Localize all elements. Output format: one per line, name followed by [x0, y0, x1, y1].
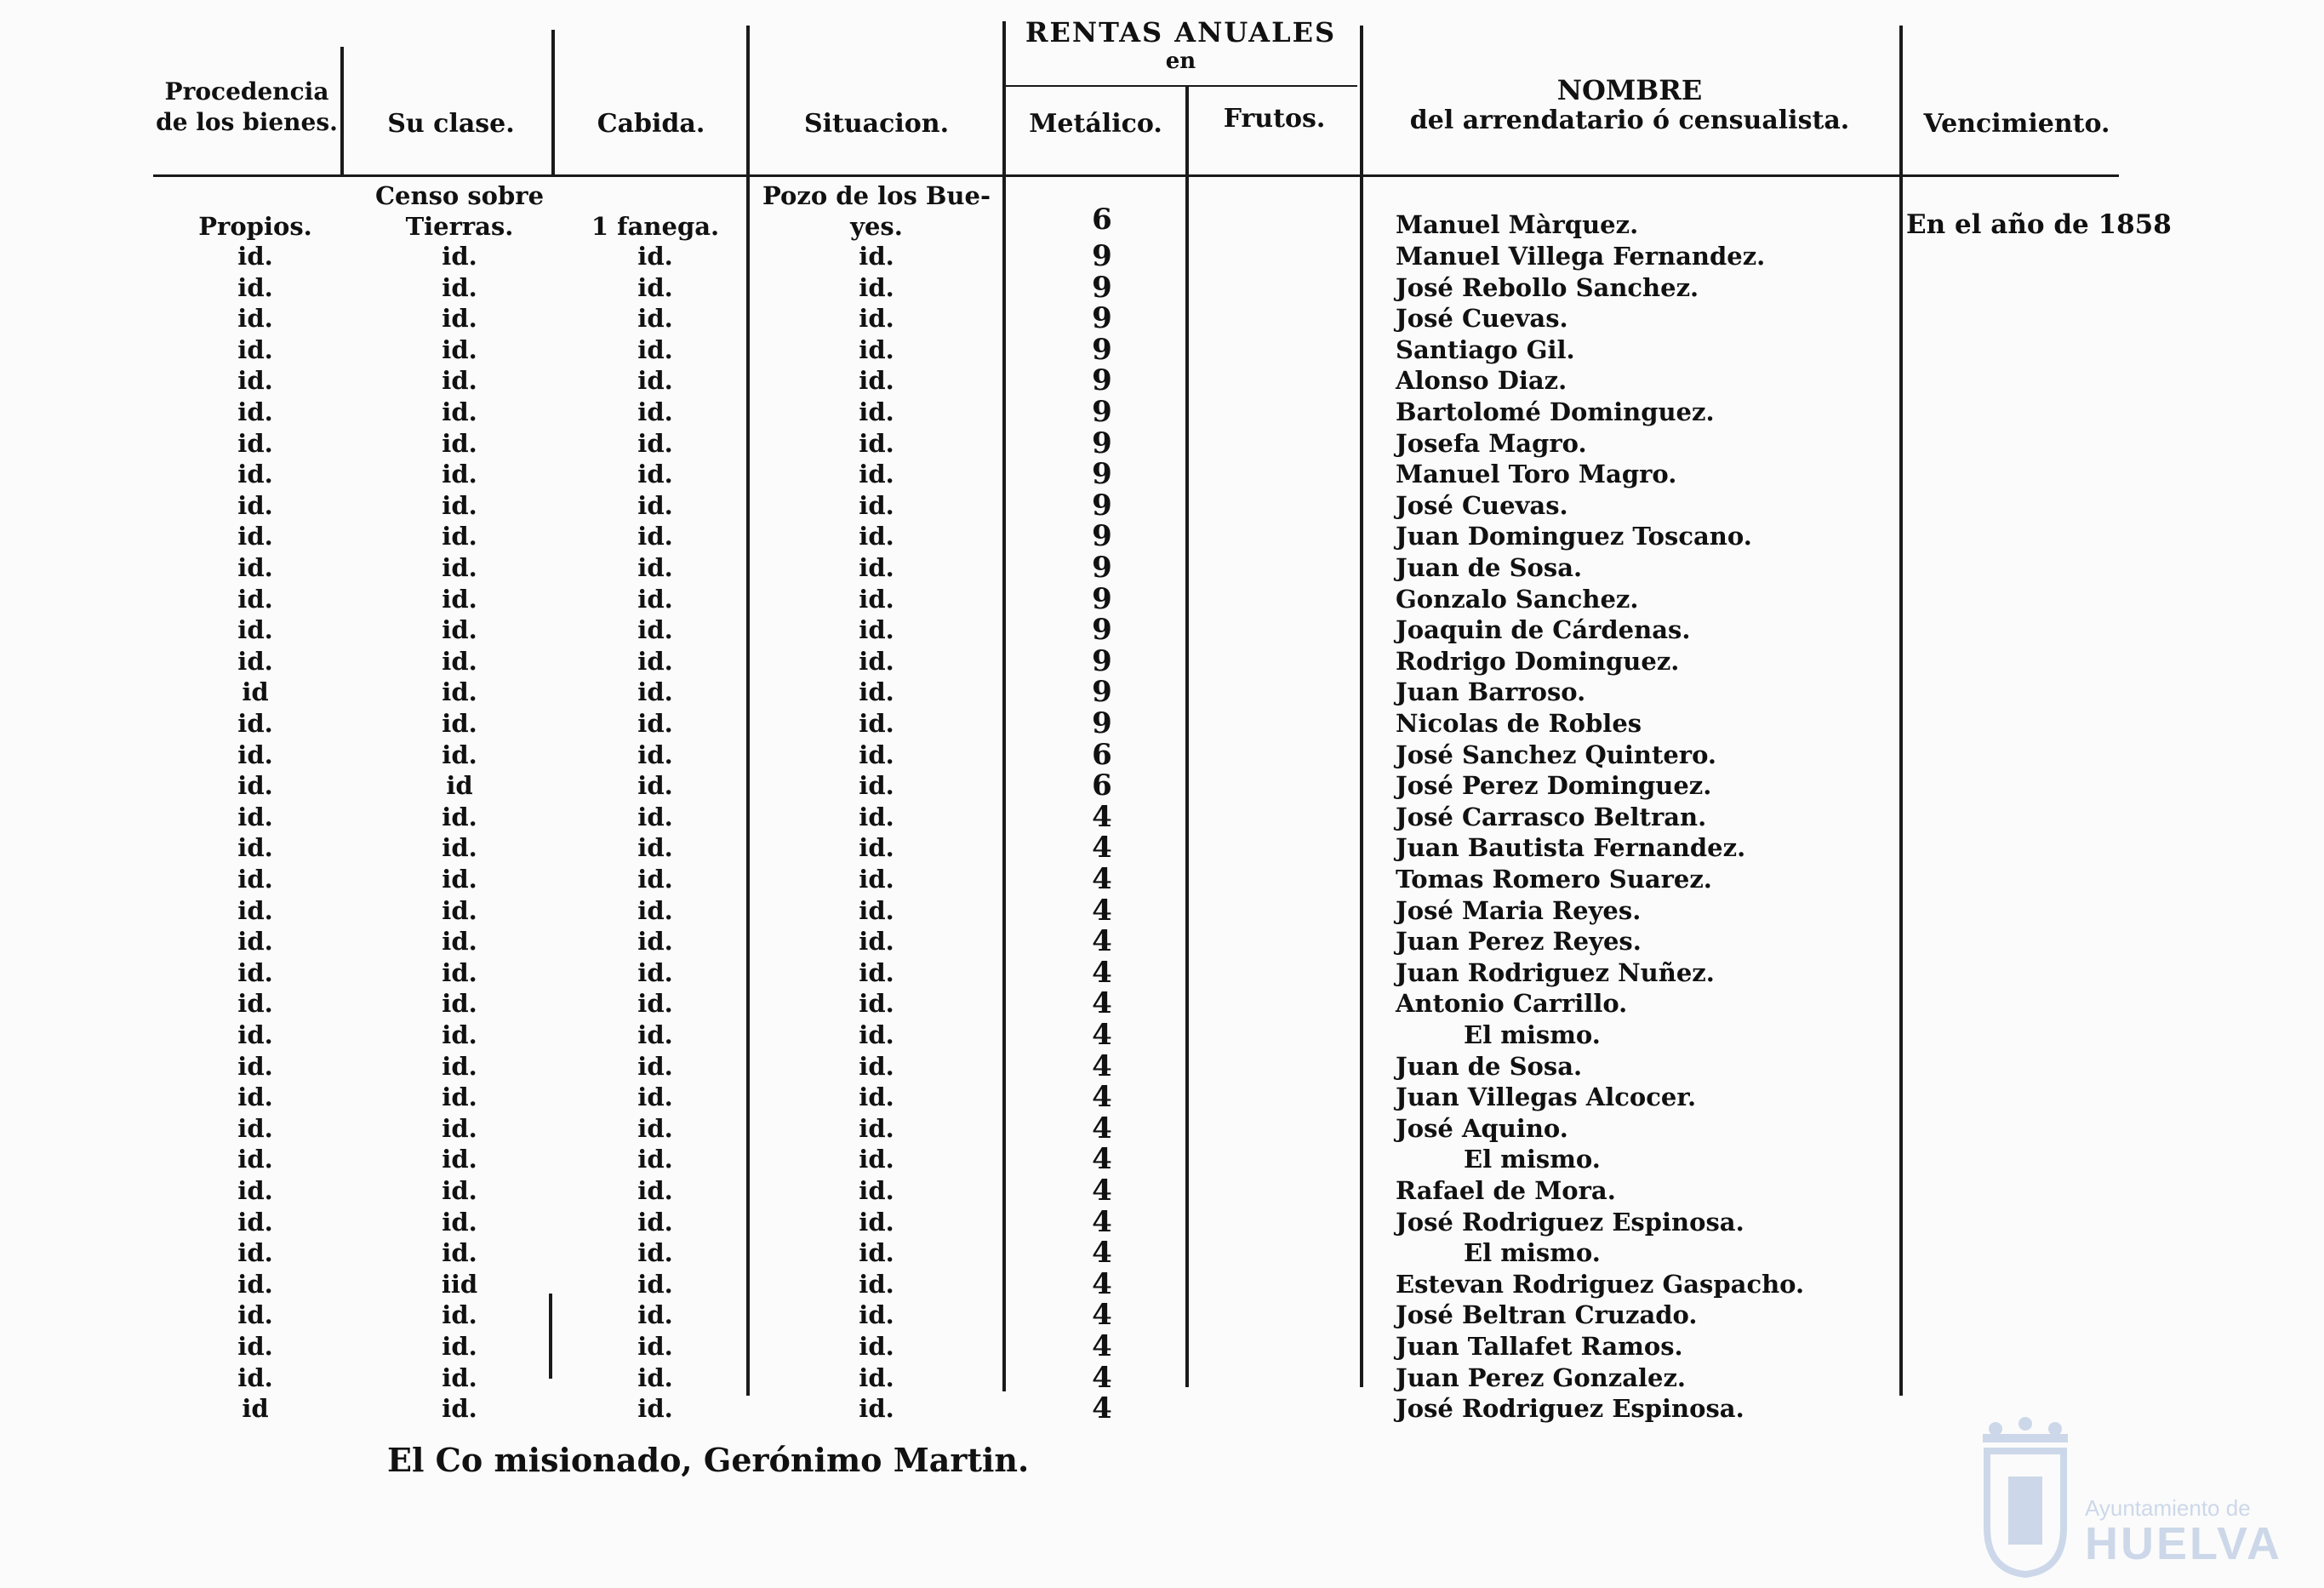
cell-situacion: id. — [859, 709, 894, 738]
cell-cabida: id. — [637, 677, 673, 707]
header-cabida: Cabida. — [597, 109, 705, 139]
cell-clase: id. — [442, 615, 477, 645]
cell-clase: id. — [442, 989, 477, 1019]
cell-clase: id. — [442, 1051, 477, 1081]
cell-situacion: id. — [859, 334, 894, 364]
cell-situacion: id. — [859, 740, 894, 769]
cell-cabida: id. — [637, 1020, 673, 1049]
cell-situacion: id. — [859, 1020, 894, 1049]
cell-procedencia: id. — [237, 771, 273, 801]
cell-metalico: 9 — [1092, 363, 1112, 398]
cell-procedencia: id. — [237, 522, 273, 551]
cell-nombre: José Cuevas. — [1396, 490, 1568, 520]
cell-nombre: Alonso Diaz. — [1396, 366, 1567, 396]
cell-procedencia: id. — [237, 1082, 273, 1112]
cell-cabida: id. — [637, 989, 673, 1019]
cell-clase: id. — [442, 865, 477, 894]
cell-metalico: 9 — [1092, 301, 1112, 336]
cell-clase: id. — [442, 522, 477, 551]
cell-procedencia: id. — [237, 242, 273, 271]
cell-vencimiento: En el año de 1858 — [1906, 209, 2172, 240]
coat-of-arms-icon — [1974, 1417, 2076, 1579]
table-row — [0, 1142, 2324, 1177]
table-row — [0, 675, 2324, 710]
cell-clase: id. — [442, 1113, 477, 1143]
cell-situacion: id. — [859, 771, 894, 801]
cell-situacion: id. — [859, 1113, 894, 1143]
table-row — [0, 926, 2324, 957]
table-row — [0, 334, 2324, 365]
table-row — [0, 643, 2324, 678]
cell-cabida: id. — [637, 490, 673, 520]
cell-situacion: id. — [859, 366, 894, 396]
cell-cabida: id. — [637, 740, 673, 769]
cell-metalico: 6 — [1092, 203, 1112, 237]
cell-nombre: Santiago Gil. — [1396, 334, 1575, 364]
cell-metalico: 4 — [1092, 1080, 1112, 1115]
cell-cabida: id. — [637, 833, 673, 863]
cell-metalico: 4 — [1092, 955, 1112, 990]
cell-nombre: Josefa Magro. — [1396, 428, 1587, 458]
cell-nombre: José Aquino. — [1396, 1113, 1568, 1143]
cell-clase: id. — [442, 1020, 477, 1049]
cell-cabida: id. — [637, 1082, 673, 1112]
cell-nombre: José Maria Reyes. — [1396, 895, 1642, 925]
cell-cabida: id. — [637, 428, 673, 458]
cell-cabida: id. — [637, 242, 673, 271]
cell-nombre: Rafael de Mora. — [1396, 1176, 1616, 1205]
cell-metalico: 9 — [1092, 643, 1112, 678]
cell-cabida: id. — [637, 1207, 673, 1237]
cell-procedencia: id. — [237, 1332, 273, 1361]
cell-cabida: id. — [637, 334, 673, 364]
cell-situacion: id. — [859, 490, 894, 520]
cell-procedencia: id. — [237, 397, 273, 426]
cell-cabida: id. — [637, 522, 673, 551]
cell-nombre: Juan Bautista Fernandez. — [1396, 833, 1746, 863]
header-nombre-line2: del arrendatario ó censualista. — [1409, 106, 1850, 135]
cell-metalico: 4 — [1092, 986, 1112, 1021]
cell-nombre: Bartolomé Dominguez. — [1396, 397, 1715, 426]
cell-cabida: id. — [637, 1113, 673, 1143]
cell-nombre: El mismo. — [1464, 1145, 1601, 1174]
cell-procedencia: id. — [237, 584, 273, 614]
cell-procedencia: id — [242, 1394, 269, 1424]
table-row — [0, 895, 2324, 926]
cell-situacion: id. — [859, 1207, 894, 1237]
table-row — [0, 552, 2324, 583]
cell-procedencia: id. — [237, 865, 273, 894]
cell-situacion-line2: yes. — [850, 212, 903, 241]
cell-situacion: id. — [859, 1145, 894, 1174]
table-row — [0, 1113, 2324, 1144]
cell-clase: id. — [442, 460, 477, 489]
cell-procedencia: id. — [237, 833, 273, 863]
cell-cabida: id. — [637, 865, 673, 894]
cell-metalico: 4 — [1092, 1174, 1112, 1208]
table-row — [0, 708, 2324, 739]
cell-procedencia: id. — [237, 957, 273, 987]
cell-situacion: id. — [859, 677, 894, 707]
cell-nombre: El mismo. — [1464, 1238, 1601, 1268]
header-clase: Su clase. — [387, 109, 515, 139]
cell-nombre: Manuel Villega Fernandez. — [1396, 242, 1766, 271]
header-metalico: Metálico. — [1029, 109, 1162, 139]
cell-procedencia: id. — [237, 615, 273, 645]
table-row — [0, 1020, 2324, 1050]
cell-situacion: id. — [859, 802, 894, 831]
cell-metalico: 4 — [1092, 1018, 1112, 1052]
table-row — [0, 832, 2324, 863]
cell-nombre: Joaquin de Cárdenas. — [1396, 615, 1691, 645]
cell-metalico: 9 — [1092, 675, 1112, 710]
cell-situacion: id. — [859, 1238, 894, 1268]
cell-nombre: Juan Barroso. — [1396, 677, 1586, 707]
watermark-line2: HUELVA — [2085, 1518, 2282, 1569]
cell-situacion: id. — [859, 1362, 894, 1392]
cell-cabida: id. — [637, 1300, 673, 1330]
table-row — [0, 1362, 2324, 1393]
cell-procedencia: id. — [237, 490, 273, 520]
table-row — [0, 737, 2324, 772]
table-row — [0, 365, 2324, 396]
cell-situacion: id. — [859, 522, 894, 551]
cell-metalico: 9 — [1092, 239, 1112, 273]
header-procedencia-line1: Procedencia — [164, 77, 329, 106]
cell-cabida: id. — [637, 272, 673, 302]
cell-metalico: 4 — [1092, 1298, 1112, 1333]
cell-situacion: id. — [859, 553, 894, 582]
cell-clase: id. — [442, 1082, 477, 1112]
cell-clase: id. — [442, 428, 477, 458]
cell-situacion: id. — [859, 304, 894, 334]
cell-cabida: 1 fanega. — [591, 212, 720, 241]
cell-clase: id. — [442, 584, 477, 614]
cell-clase: id. — [442, 304, 477, 334]
cell-procedencia: id. — [237, 272, 273, 302]
cell-situacion: id. — [859, 1332, 894, 1361]
cell-metalico: 4 — [1092, 893, 1112, 928]
cell-cabida: id. — [637, 709, 673, 738]
cell-clase: iid — [441, 1269, 478, 1299]
cell-clase: id. — [442, 490, 477, 520]
cell-situacion: id. — [859, 428, 894, 458]
cell-metalico: 9 — [1092, 395, 1112, 429]
cell-clase: id. — [442, 1362, 477, 1392]
cell-clase-line2: Tierras. — [405, 212, 514, 241]
cell-clase: id. — [442, 677, 477, 707]
cell-metalico: 9 — [1092, 332, 1112, 367]
cell-nombre: El mismo. — [1464, 1020, 1601, 1049]
cell-nombre: Juan Villegas Alcocer. — [1396, 1082, 1697, 1112]
cell-situacion: id. — [859, 1300, 894, 1330]
header-frutos: Frutos. — [1223, 104, 1326, 134]
cell-procedencia: id. — [237, 1269, 273, 1299]
cell-procedencia: id. — [237, 334, 273, 364]
cell-nombre: Nicolas de Robles — [1396, 709, 1642, 738]
cell-cabida: id. — [637, 1051, 673, 1081]
rentas-rule — [1004, 85, 1357, 87]
cell-procedencia: id. — [237, 1300, 273, 1330]
cell-metalico: 9 — [1092, 613, 1112, 648]
table-row — [0, 1175, 2324, 1206]
cell-procedencia: id. — [237, 553, 273, 582]
cell-situacion: id. — [859, 397, 894, 426]
cell-metalico: 9 — [1092, 426, 1112, 460]
cell-cabida: id. — [637, 1269, 673, 1299]
cell-cabida: id. — [637, 1145, 673, 1174]
cell-cabida: id. — [637, 304, 673, 334]
cell-procedencia: id. — [237, 1238, 273, 1268]
cell-metalico: 4 — [1092, 1360, 1112, 1395]
cell-situacion: id. — [859, 1176, 894, 1205]
cell-situacion: id. — [859, 833, 894, 863]
cell-clase: id. — [442, 646, 477, 676]
header-rentas-title: RENTAS ANUALES — [1025, 16, 1337, 49]
cell-nombre: Juan de Sosa. — [1396, 553, 1583, 582]
cell-cabida: id. — [637, 1362, 673, 1392]
cell-clase: id. — [442, 833, 477, 863]
table-row — [0, 1236, 2324, 1271]
cell-metalico: 9 — [1092, 706, 1112, 740]
table-row — [0, 957, 2324, 988]
cell-metalico: 4 — [1092, 1266, 1112, 1301]
cell-nombre: Estevan Rodriguez Gaspacho. — [1396, 1269, 1805, 1299]
cell-procedencia: id. — [237, 802, 273, 831]
cell-nombre: José Rodriguez Espinosa. — [1396, 1394, 1744, 1424]
cell-nombre: José Carrasco Beltran. — [1396, 802, 1707, 831]
cell-metalico: 6 — [1092, 737, 1112, 772]
table-row — [0, 241, 2324, 271]
cell-cabida: id. — [637, 1394, 673, 1424]
cell-procedencia: id. — [237, 304, 273, 334]
table-row — [0, 581, 2324, 616]
column-rule — [340, 47, 344, 174]
table-row — [0, 428, 2324, 459]
cell-situacion: id. — [859, 989, 894, 1019]
table-row — [0, 181, 2324, 241]
cell-clase: id. — [442, 1207, 477, 1237]
cell-situacion: id. — [859, 927, 894, 957]
table-row — [0, 519, 2324, 554]
cell-situacion: id. — [859, 584, 894, 614]
cell-nombre: José Cuevas. — [1396, 304, 1568, 334]
cell-nombre: Juan Rodriguez Nuñez. — [1396, 957, 1715, 987]
table-row — [0, 864, 2324, 894]
cell-metalico: 4 — [1092, 831, 1112, 865]
cell-situacion: id. — [859, 1394, 894, 1424]
cell-metalico: 4 — [1092, 1329, 1112, 1363]
table-row — [0, 770, 2324, 801]
cell-procedencia: id — [242, 677, 269, 707]
cell-situacion: id. — [859, 1269, 894, 1299]
cell-nombre: Tomas Romero Suarez. — [1396, 865, 1712, 894]
cell-procedencia: id. — [237, 1207, 273, 1237]
cell-metalico: 4 — [1092, 924, 1112, 959]
cell-clase: id. — [442, 366, 477, 396]
cell-nombre: Manuel Màrquez. — [1396, 210, 1639, 239]
cell-procedencia: id. — [237, 895, 273, 925]
cell-situacion: id. — [859, 957, 894, 987]
cell-clase: id. — [442, 895, 477, 925]
cell-cabida: id. — [637, 927, 673, 957]
cell-procedencia: id. — [237, 927, 273, 957]
cell-nombre: Gonzalo Sanchez. — [1396, 584, 1639, 614]
cell-clase: id. — [442, 272, 477, 302]
cell-cabida: id. — [637, 646, 673, 676]
cell-metalico: 4 — [1092, 1111, 1112, 1145]
table-row — [0, 1266, 2324, 1301]
cell-clase: id — [446, 771, 473, 801]
cell-cabida: id. — [637, 1238, 673, 1268]
cell-metalico: 4 — [1092, 862, 1112, 896]
cell-situacion: id. — [859, 242, 894, 271]
cell-procedencia: id. — [237, 1113, 273, 1143]
cell-procedencia: id. — [237, 740, 273, 769]
cell-nombre: José Sanchez Quintero. — [1396, 740, 1717, 769]
table-row — [0, 988, 2324, 1019]
cell-procedencia: id. — [237, 709, 273, 738]
table-row — [0, 1298, 2324, 1333]
cell-metalico: 4 — [1092, 799, 1112, 834]
cell-clase: id. — [442, 1300, 477, 1330]
cell-cabida: id. — [637, 957, 673, 987]
cell-nombre: José Rodriguez Espinosa. — [1396, 1207, 1744, 1237]
table-row — [0, 613, 2324, 648]
cell-clase: id. — [442, 957, 477, 987]
cell-nombre: José Perez Dominguez. — [1396, 771, 1712, 801]
cell-metalico: 9 — [1092, 519, 1112, 554]
table-row — [0, 397, 2324, 427]
cell-metalico: 9 — [1092, 581, 1112, 616]
table-row — [0, 303, 2324, 334]
cell-procedencia: id. — [237, 646, 273, 676]
cell-clase: id. — [442, 927, 477, 957]
cell-clase: id. — [442, 1332, 477, 1361]
cell-cabida: id. — [637, 771, 673, 801]
cell-nombre: Rodrigo Dominguez. — [1396, 646, 1680, 676]
cell-procedencia: id. — [237, 989, 273, 1019]
cell-nombre: Juan Tallafet Ramos. — [1396, 1332, 1683, 1361]
cell-clase: id. — [442, 802, 477, 831]
header-nombre-line1: NOMBRE — [1556, 74, 1703, 106]
cell-nombre: Juan Perez Reyes. — [1396, 927, 1642, 957]
cell-metalico: 9 — [1092, 551, 1112, 585]
cell-clase: id. — [442, 1394, 477, 1424]
cell-nombre: Manuel Toro Magro. — [1396, 460, 1677, 489]
header-rule — [153, 174, 2119, 177]
table-row — [0, 1331, 2324, 1362]
cell-procedencia: Propios. — [198, 212, 312, 241]
table-row — [0, 1204, 2324, 1239]
header-nombre — [1362, 75, 1898, 136]
cell-procedencia: id. — [237, 1362, 273, 1392]
cell-procedencia: id. — [237, 1051, 273, 1081]
cell-situacion: id. — [859, 615, 894, 645]
cell-clase: id. — [442, 242, 477, 271]
cell-nombre: José Beltran Cruzado. — [1396, 1300, 1698, 1330]
table-row — [0, 1080, 2324, 1115]
column-rule — [551, 30, 555, 174]
cell-metalico: 4 — [1092, 1391, 1112, 1426]
cell-nombre: Juan de Sosa. — [1396, 1051, 1583, 1081]
cell-nombre: Juan Perez Gonzalez. — [1396, 1362, 1687, 1392]
cell-cabida: id. — [637, 1176, 673, 1205]
cell-procedencia: id. — [237, 428, 273, 458]
cell-metalico: 4 — [1092, 1236, 1112, 1271]
cell-cabida: id. — [637, 460, 673, 489]
cell-procedencia: id. — [237, 1145, 273, 1174]
cell-metalico: 9 — [1092, 270, 1112, 305]
cell-situacion: id. — [859, 1082, 894, 1112]
cell-clase: id. — [442, 397, 477, 426]
cell-cabida: id. — [637, 895, 673, 925]
cell-metalico: 6 — [1092, 768, 1112, 803]
cell-clase: id. — [442, 1238, 477, 1268]
table-row — [0, 272, 2324, 303]
header-procedencia-line2: de los bienes. — [156, 108, 338, 136]
cell-metalico: 9 — [1092, 457, 1112, 492]
cell-clase: id. — [442, 1176, 477, 1205]
header-vencimiento: Vencimiento. — [1923, 109, 2110, 139]
cell-nombre: Juan Dominguez Toscano. — [1396, 522, 1752, 551]
cell-procedencia: id. — [237, 366, 273, 396]
cell-cabida: id. — [637, 615, 673, 645]
cell-situacion: id. — [859, 460, 894, 489]
table-row — [0, 490, 2324, 521]
cell-cabida: id. — [637, 397, 673, 426]
cell-cabida: id. — [637, 553, 673, 582]
cell-clase: id. — [442, 709, 477, 738]
watermark-line1: Ayuntamiento de — [2085, 1495, 2251, 1521]
cell-procedencia: id. — [237, 460, 273, 489]
cell-cabida: id. — [637, 584, 673, 614]
cell-clase: id. — [442, 740, 477, 769]
cell-metalico: 4 — [1092, 1048, 1112, 1083]
cell-clase-line1: Censo sobre — [374, 181, 545, 210]
table-row — [0, 457, 2324, 492]
cell-situacion: id. — [859, 1051, 894, 1081]
cell-metalico: 9 — [1092, 488, 1112, 523]
cell-cabida: id. — [637, 1332, 673, 1361]
cell-situacion-line1: Pozo de los Bue- — [762, 181, 991, 210]
table-row — [0, 1048, 2324, 1083]
cell-clase: id. — [442, 334, 477, 364]
header-situacion: Situacion. — [803, 109, 950, 139]
table-row — [0, 799, 2324, 834]
cell-cabida: id. — [637, 366, 673, 396]
cell-clase: id. — [442, 1145, 477, 1174]
cell-nombre: Antonio Carrillo. — [1396, 989, 1628, 1019]
cell-situacion: id. — [859, 272, 894, 302]
header-rentas-en: en — [1165, 49, 1196, 74]
cell-metalico: 4 — [1092, 1204, 1112, 1239]
cell-cabida: id. — [637, 802, 673, 831]
cell-metalico: 4 — [1092, 1142, 1112, 1177]
watermark — [1974, 1417, 2282, 1587]
signature: El Co misionado, Gerónimo Martin. — [387, 1441, 1030, 1479]
cell-procedencia: id. — [237, 1020, 273, 1049]
cell-situacion: id. — [859, 895, 894, 925]
cell-nombre: José Rebollo Sanchez. — [1396, 272, 1699, 302]
header-procedencia — [153, 77, 340, 138]
cell-situacion: id. — [859, 865, 894, 894]
cell-situacion: id. — [859, 646, 894, 676]
cell-clase: id. — [442, 553, 477, 582]
cell-procedencia: id. — [237, 1176, 273, 1205]
